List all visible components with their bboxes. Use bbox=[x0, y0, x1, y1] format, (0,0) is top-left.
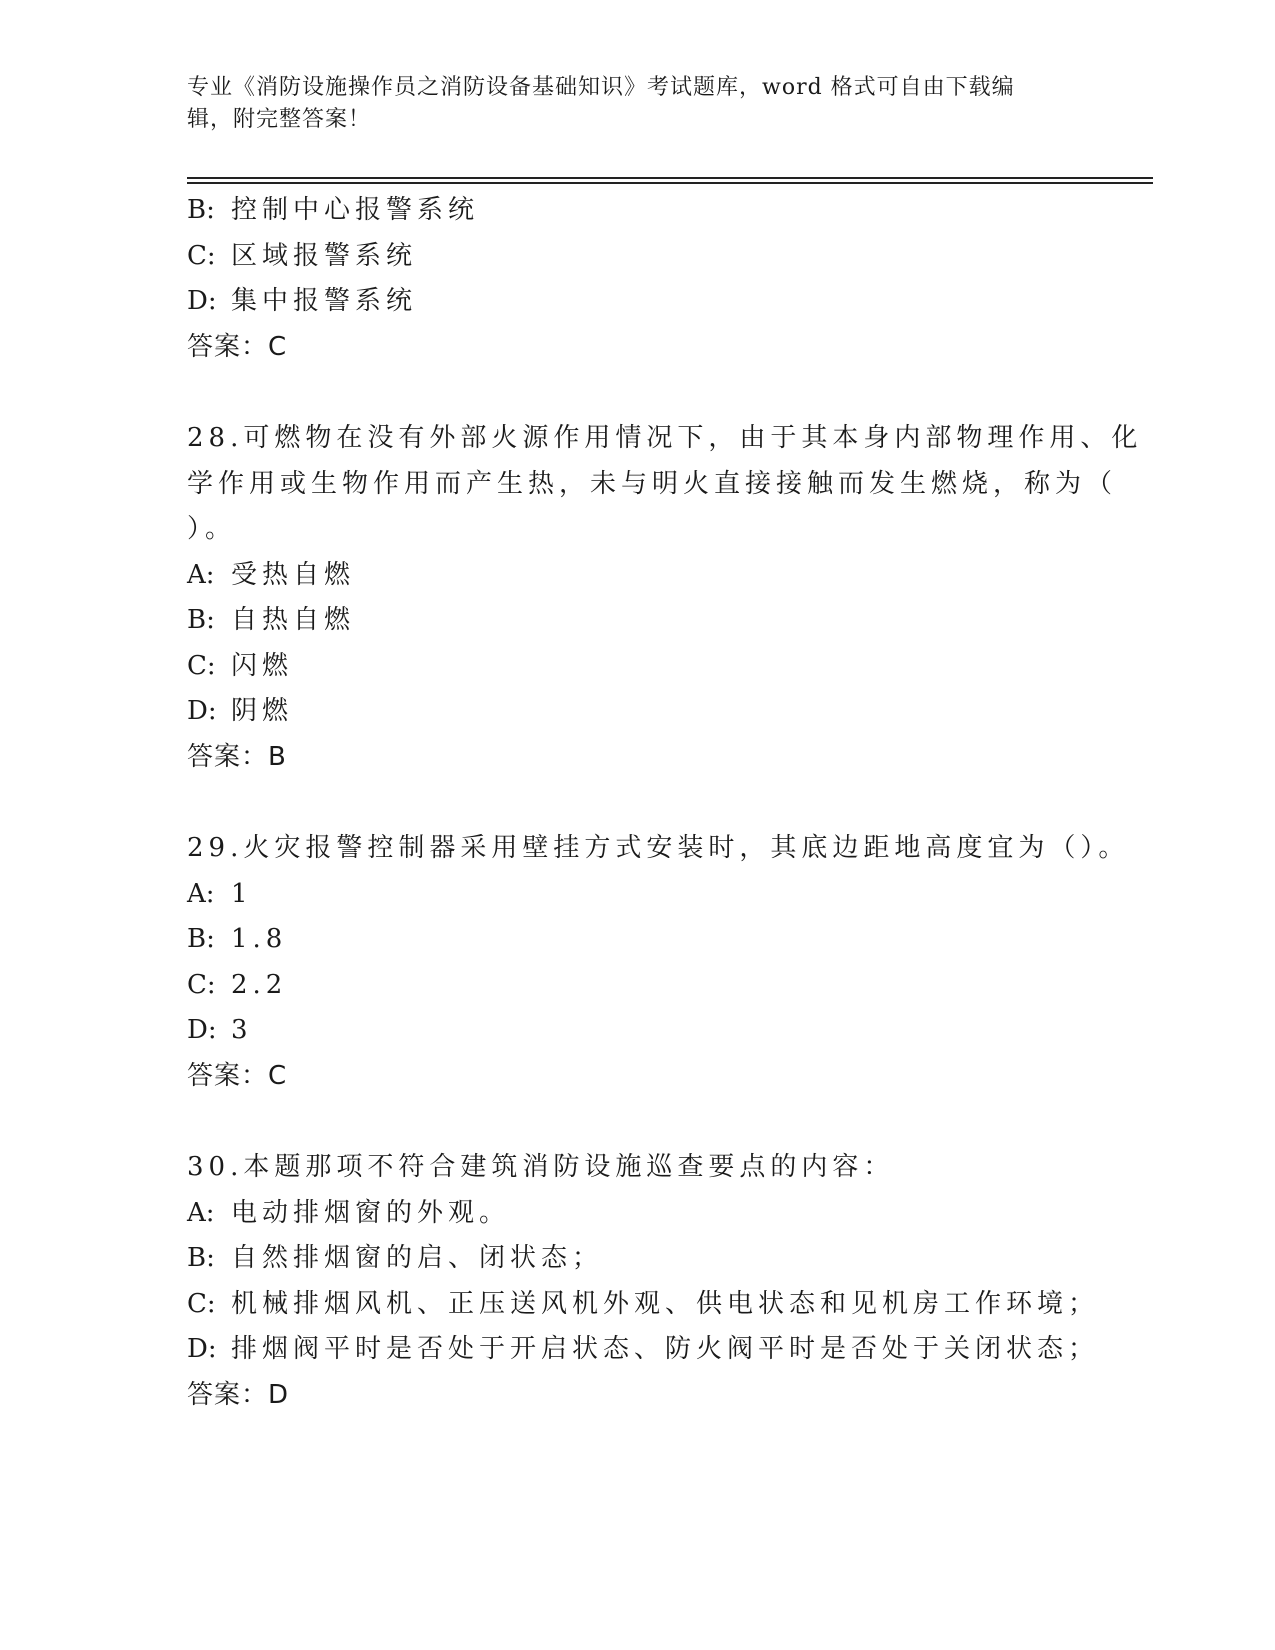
option-c bbox=[187, 644, 1087, 690]
option-prefix: D: bbox=[187, 1334, 217, 1364]
question-stem-line: 28.可燃物在没有外部火源作用情况下，由于其本身内部物理作用、化 bbox=[187, 423, 1143, 453]
option-prefix: C: bbox=[187, 969, 216, 1000]
answer-line: 答案：B bbox=[187, 741, 287, 772]
option-text: 受热自燃 bbox=[231, 559, 356, 590]
option-prefix: C: bbox=[187, 1288, 216, 1319]
option-b bbox=[187, 917, 1087, 963]
question-27-tail bbox=[187, 188, 1087, 370]
question-29 bbox=[187, 826, 1130, 1099]
option-text: 阴燃 bbox=[231, 696, 294, 726]
option-text: 1.8 bbox=[231, 924, 288, 954]
option-b bbox=[187, 1236, 1087, 1282]
option-prefix: B: bbox=[187, 195, 215, 225]
option-text: 排烟阀平时是否处于开启状态、防火阀平时是否处于关闭状态； bbox=[231, 1334, 1100, 1364]
option-text: 闪燃 bbox=[231, 650, 294, 681]
option-prefix: B: bbox=[187, 924, 215, 954]
option-text: 自热自燃 bbox=[231, 605, 356, 635]
option-d bbox=[187, 1008, 1087, 1054]
option-a bbox=[187, 872, 1087, 918]
question-30 bbox=[187, 1145, 1100, 1418]
option-c bbox=[187, 1282, 1100, 1328]
option-text: 区域报警系统 bbox=[231, 240, 418, 271]
question-stem-line: 学作用或生物作用而产生热，未与明火直接接触而发生燃烧，称为（ bbox=[187, 468, 1118, 499]
option-c bbox=[187, 234, 1087, 280]
question-stem-line: 30.本题那项不符合建筑消防设施巡查要点的内容： bbox=[187, 1152, 895, 1182]
option-prefix: A: bbox=[187, 559, 215, 590]
option-prefix: D: bbox=[187, 696, 217, 726]
option-text: 自然排烟窗的启、闭状态； bbox=[231, 1243, 604, 1273]
question-stem-line: 29.火灾报警控制器采用壁挂方式安装时，其底边距地高度宜为（）。 bbox=[187, 833, 1130, 863]
answer-line: 答案：C bbox=[187, 1060, 288, 1091]
option-prefix: A: bbox=[187, 878, 215, 909]
question-stem-line: ）。 bbox=[187, 514, 237, 544]
option-a bbox=[187, 553, 1087, 599]
option-prefix: D: bbox=[187, 1015, 217, 1045]
option-text: 3 bbox=[231, 1015, 253, 1045]
option-text: 电动排烟窗的外观。 bbox=[231, 1197, 511, 1228]
question-28 bbox=[187, 416, 1143, 780]
option-prefix: A: bbox=[187, 1197, 215, 1228]
option-b bbox=[187, 598, 1087, 644]
option-c bbox=[187, 963, 1087, 1009]
option-text: 集中报警系统 bbox=[231, 286, 418, 316]
option-d bbox=[187, 1327, 1100, 1373]
option-text: 2.2 bbox=[231, 969, 288, 1000]
header-divider-top bbox=[187, 177, 1153, 179]
answer-line: 答案：D bbox=[187, 1379, 290, 1410]
option-prefix: C: bbox=[187, 240, 216, 271]
document-body bbox=[187, 188, 1143, 1418]
option-text: 1 bbox=[231, 878, 253, 909]
option-d bbox=[187, 689, 1087, 735]
option-text: 控制中心报警系统 bbox=[231, 195, 480, 225]
option-prefix: D: bbox=[187, 286, 217, 316]
option-text: 机械排烟风机、正压送风机外观、供电状态和见机房工作环境； bbox=[231, 1288, 1100, 1319]
answer-line: 答案：C bbox=[187, 331, 288, 362]
option-prefix: C: bbox=[187, 650, 216, 681]
option-prefix: B: bbox=[187, 605, 215, 635]
option-a bbox=[187, 1191, 1087, 1237]
header-line-2: 辑，附完整答案！ bbox=[187, 107, 372, 132]
option-d bbox=[187, 279, 1087, 325]
header-divider-bottom bbox=[187, 182, 1153, 184]
header-line-1: 专业《消防设施操作员之消防设备基础知识》考试题库，word 格式可自由下载编 bbox=[187, 75, 1015, 100]
option-b bbox=[187, 188, 1087, 234]
document-header bbox=[187, 72, 1067, 136]
option-prefix: B: bbox=[187, 1243, 215, 1273]
